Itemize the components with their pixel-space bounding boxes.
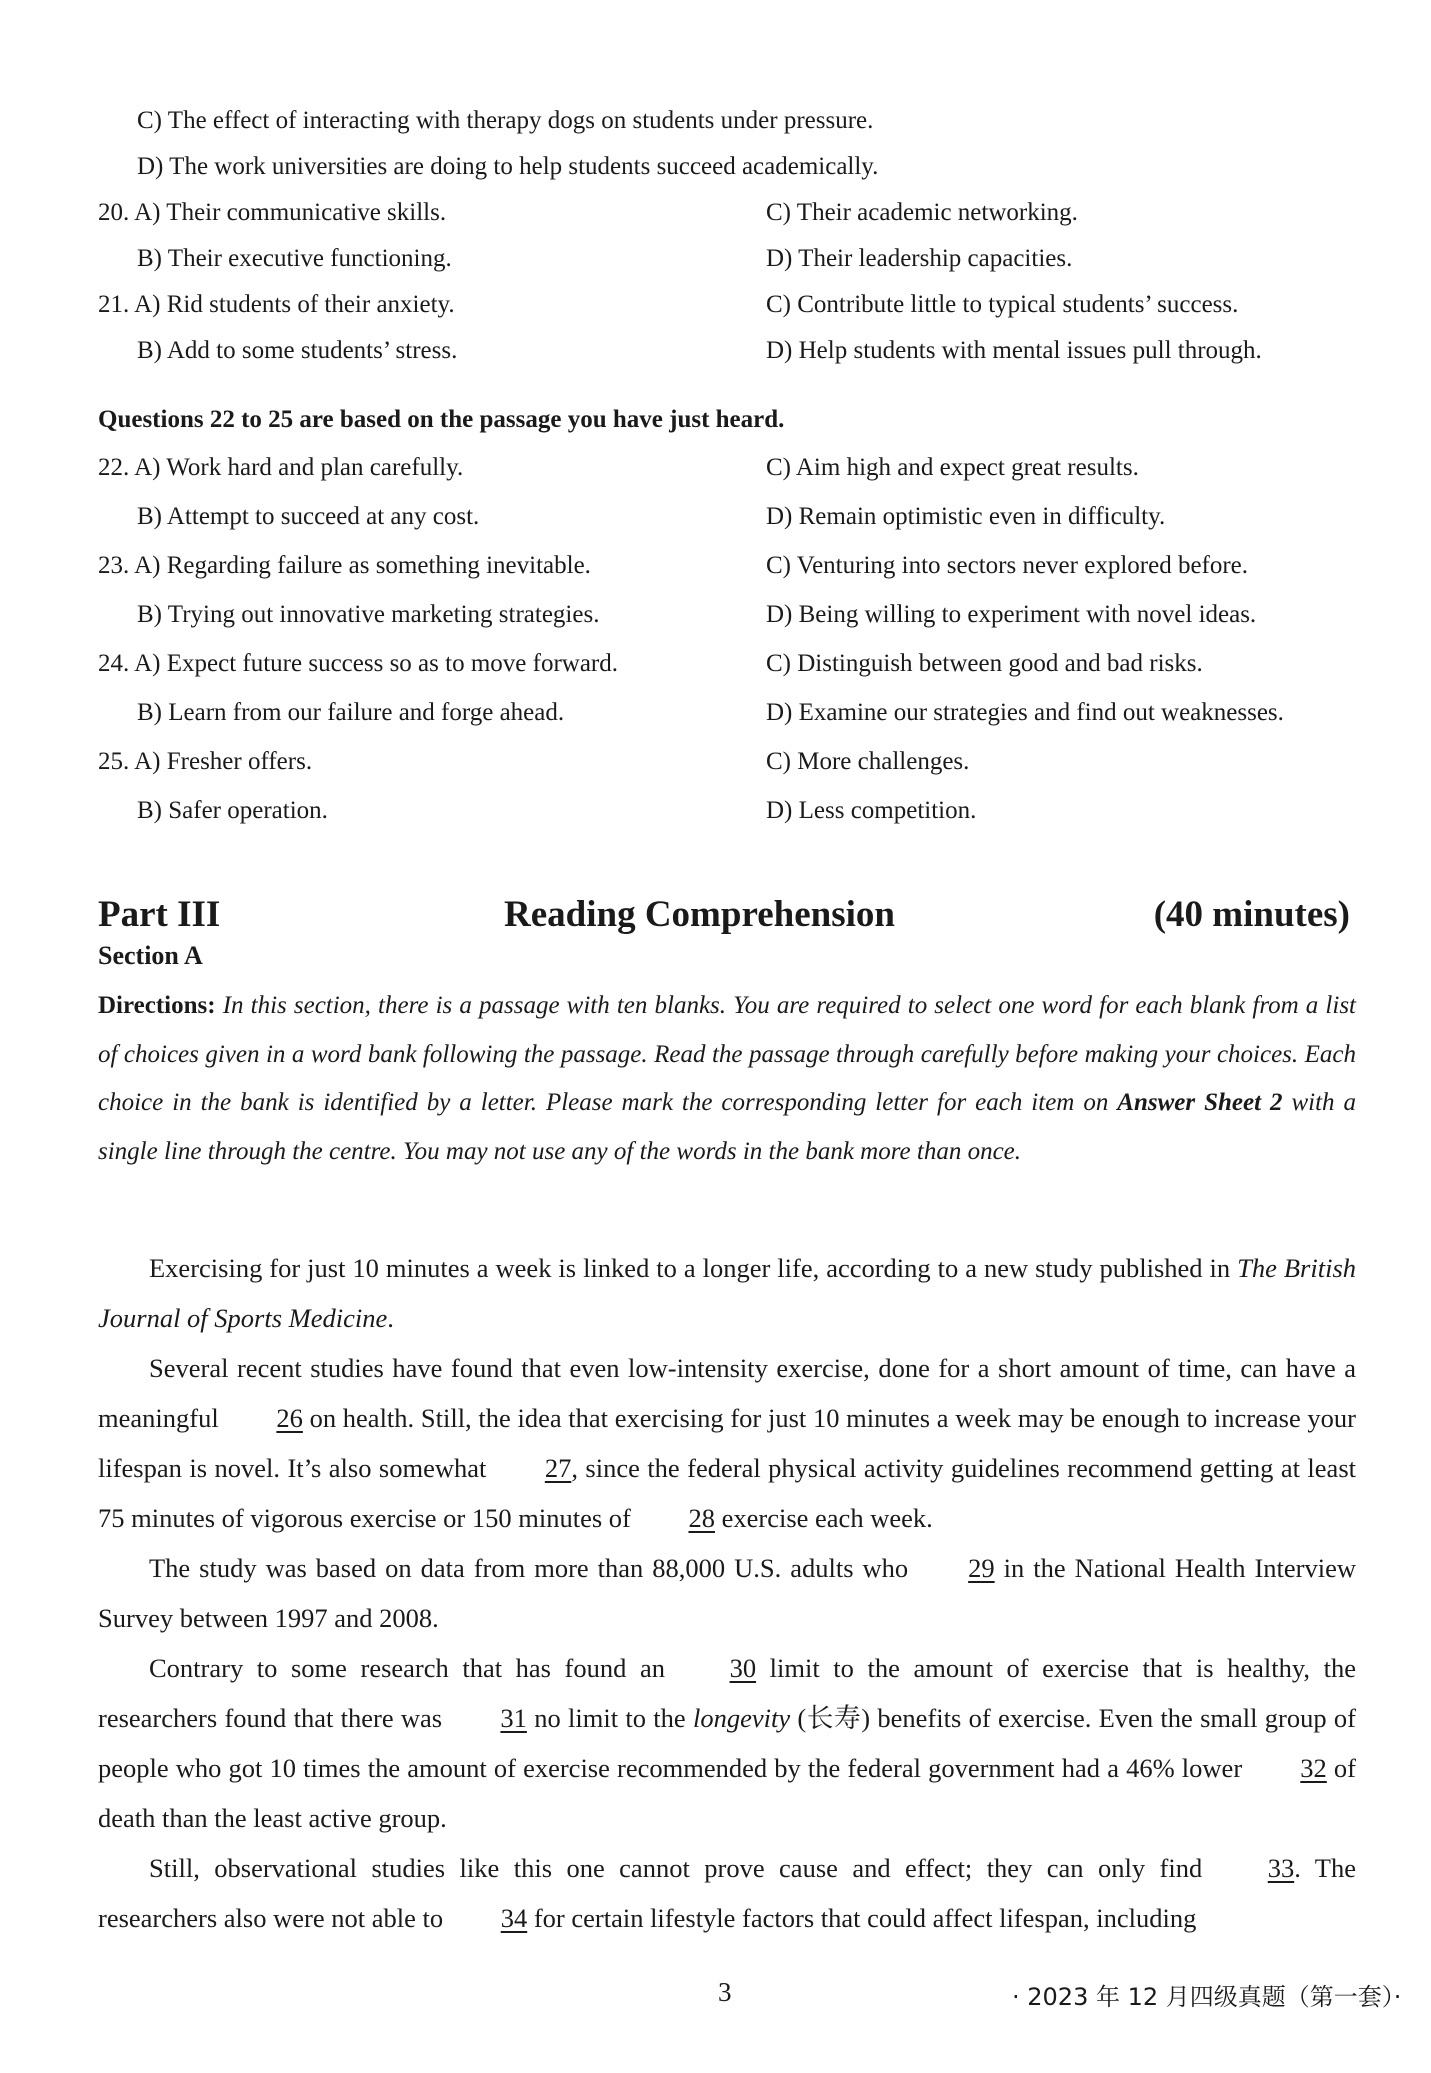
blank-29: 29 xyxy=(968,1553,995,1583)
p3-text-b: in the National Health Interview Survey between 1997 and 2008. xyxy=(98,1553,1356,1633)
p2-text-c: , since the federal physical activity guidelines recommend getting at least 75 minutes of vigorous exercise or 150 minutes of xyxy=(98,1453,1356,1533)
p1-end: . xyxy=(387,1303,394,1333)
longevity-gloss: (长寿) xyxy=(790,1703,871,1733)
p5-text-c: for certain lifestyle factors that could affect lifespan, including xyxy=(527,1903,1197,1933)
part-title: Reading Comprehension xyxy=(504,894,895,935)
blank-27: 27 xyxy=(544,1453,572,1483)
q22-option-d: D) Remain optimistic even in difficulty. xyxy=(766,503,1166,530)
page-number: 3 xyxy=(718,1977,732,2007)
paragraph-4 xyxy=(98,1643,1356,1843)
q23-option-c: C) Venturing into sectors never explored before. xyxy=(766,552,1249,579)
q25-option-b: B) Safer operation. xyxy=(137,797,328,824)
blank-34: 34 xyxy=(500,1903,528,1933)
directions-text-1: In this section, there is a passage with ten blanks. You are required to select one word for each blank from a list of choices given in a word bank following the passage. Read the passage through carefully before making your choices. Each choice in the bank is identified by a letter. Please mark the corresponding letter for each item on xyxy=(98,992,1356,1116)
p2-text-b: on health. Still, the idea that exercising for just 10 minutes a week may be enough to increase your lifespan is novel. It’s also somewhat xyxy=(98,1403,1356,1483)
q25-option-c: C) More challenges. xyxy=(766,748,970,775)
q25-option-a: 25. A) Fresher offers. xyxy=(98,748,313,775)
paragraph-3 xyxy=(98,1543,1356,1643)
paragraph-5 xyxy=(98,1843,1356,1943)
q23-option-a: 23. A) Regarding failure as something inevitable. xyxy=(98,552,591,579)
p4-text-b: limit to the amount of exercise that is healthy, the researchers found that there was xyxy=(98,1653,1356,1733)
question-group-header: Questions 22 to 25 are based on the passage you have just heard. xyxy=(98,406,785,433)
q21-option-d: D) Help students with mental issues pull through. xyxy=(766,337,1262,364)
q22-option-a: 22. A) Work hard and plan carefully. xyxy=(98,454,464,481)
q20-option-b: B) Their executive functioning. xyxy=(137,245,452,272)
blank-30: 30 xyxy=(729,1653,757,1683)
p4-text-c: no limit to the xyxy=(526,1703,693,1733)
answer-sheet-ref: Answer Sheet 2 xyxy=(1117,1089,1283,1116)
p2-text-a: Several recent studies have found that even low-intensity exercise, done for a short amount of time, can have a meaningful xyxy=(98,1353,1356,1433)
part-label: Part III xyxy=(98,894,221,935)
q19-option-c: C) The effect of interacting with therapy dogs on students under pressure. xyxy=(137,107,874,134)
q23-option-d: D) Being willing to experiment with novel ideas. xyxy=(766,601,1257,628)
p4-text-d: benefits of exercise. Even the small group of people who got 10 times the amount of exercise recommended by the federal government had a 46% lower xyxy=(98,1703,1356,1783)
part-time: (40 minutes) xyxy=(1153,894,1350,935)
q24-option-d: D) Examine our strategies and find out weaknesses. xyxy=(766,699,1284,726)
p5-text-a: Still, observational studies like this one cannot prove cause and effect; they can only find xyxy=(149,1853,1217,1883)
q21-option-b: B) Add to some students’ stress. xyxy=(137,337,458,364)
blank-32: 32 xyxy=(1300,1753,1327,1783)
q24-option-b: B) Learn from our failure and forge ahead. xyxy=(137,699,565,726)
q20-option-c: C) Their academic networking. xyxy=(766,199,1078,226)
q23-option-b: B) Trying out innovative marketing strategies. xyxy=(137,601,600,628)
q20-option-d: D) Their leadership capacities. xyxy=(766,245,1073,272)
exam-source: · 2023 年 12 月四级真题（第一套）· xyxy=(1012,1983,1402,2011)
directions xyxy=(98,982,1356,1176)
p5-text-b: . The researchers also were not able to xyxy=(98,1853,1356,1933)
directions-label: Directions: xyxy=(98,992,216,1019)
q24-option-a: 24. A) Expect future success so as to move forward. xyxy=(98,650,618,677)
q22-option-b: B) Attempt to succeed at any cost. xyxy=(137,503,480,530)
q19-option-d: D) The work universities are doing to help students succeed academically. xyxy=(137,153,879,180)
blank-33: 33 xyxy=(1267,1853,1295,1883)
q20-option-a: 20. A) Their communicative skills. xyxy=(98,199,447,226)
reading-passage xyxy=(98,1243,1356,1943)
p2-text-d: exercise each week. xyxy=(714,1503,933,1533)
q21-option-c: C) Contribute little to typical students’ success. xyxy=(766,291,1239,318)
paragraph-2 xyxy=(98,1343,1356,1543)
p3-text-a: The study was based on data from more than 88,000 U.S. adults who xyxy=(149,1553,918,1583)
section-title: Section A xyxy=(98,941,203,970)
p4-text-a: Contrary to some research that has found an xyxy=(149,1653,679,1683)
q24-option-c: C) Distinguish between good and bad risks. xyxy=(766,650,1203,677)
q25-option-d: D) Less competition. xyxy=(766,797,977,824)
blank-31: 31 xyxy=(500,1703,527,1733)
blank-28: 28 xyxy=(688,1503,715,1533)
paragraph-1 xyxy=(98,1243,1356,1343)
p4-text-e: of death than the least active group. xyxy=(98,1753,1357,1833)
longevity-term: longevity xyxy=(692,1703,791,1733)
q21-option-a: 21. A) Rid students of their anxiety. xyxy=(98,291,455,318)
journal-title: The British Journal of Sports Medicine xyxy=(98,1253,1357,1333)
q22-option-c: C) Aim high and expect great results. xyxy=(766,454,1139,481)
directions-text-2: with a single line through the centre. You may not use any of the words in the bank more than once. xyxy=(98,1089,1357,1165)
blank-26: 26 xyxy=(276,1403,303,1433)
p1-text: Exercising for just 10 minutes a week is linked to a longer life, according to a new study published in xyxy=(149,1253,1238,1283)
